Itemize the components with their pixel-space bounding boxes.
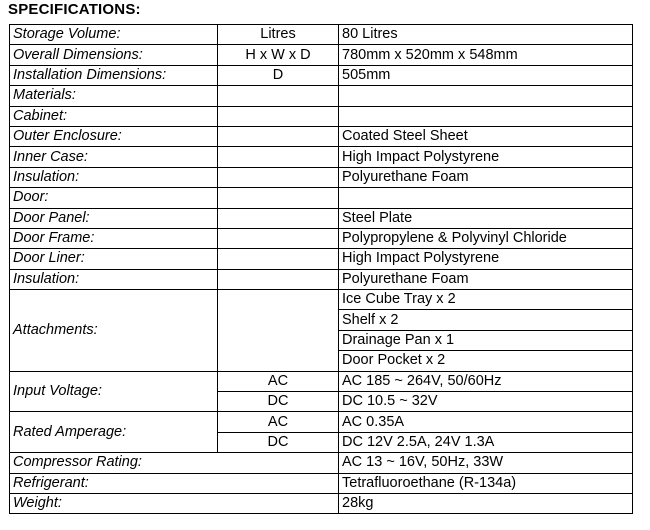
table-row-materials <box>10 86 633 106</box>
door-liner-value: High Impact Polystyrene <box>339 249 633 269</box>
table-row-weight <box>10 493 633 513</box>
outer-enclosure-unit-empty <box>218 126 339 146</box>
door-panel-label: Door Panel: <box>10 208 218 228</box>
storage-volume-value: 80 Litres <box>339 25 633 45</box>
refrigerant-value: Tetrafluoroethane (R-134a) <box>339 473 633 493</box>
table-row-cabinet <box>10 106 633 126</box>
rated-amperage-ac-value: AC 0.35A <box>339 412 633 432</box>
attachments-label: Attachments: <box>10 290 218 372</box>
input-voltage-dc-value: DC 10.5 ~ 32V <box>339 392 633 412</box>
table-row-door <box>10 188 633 208</box>
materials-value-empty <box>339 86 633 106</box>
overall-dimensions-label: Overall Dimensions: <box>10 45 218 65</box>
installation-dimensions-label: Installation Dimensions: <box>10 65 218 85</box>
door-frame-label: Door Frame: <box>10 228 218 248</box>
input-voltage-label: Input Voltage: <box>10 371 218 412</box>
outer-enclosure-label: Outer Enclosure: <box>10 126 218 146</box>
table-row-rated-amperage-ac <box>10 412 633 432</box>
table-row-overall-dimensions <box>10 45 633 65</box>
door-label: Door: <box>10 188 218 208</box>
inner-case-value: High Impact Polystyrene <box>339 147 633 167</box>
installation-dimensions-unit: D <box>218 65 339 85</box>
table-row-refrigerant <box>10 473 633 493</box>
inner-case-unit-empty <box>218 147 339 167</box>
materials-label: Materials: <box>10 86 218 106</box>
specifications-table <box>9 24 633 514</box>
cabinet-unit-empty <box>218 106 339 126</box>
attachment-item: Door Pocket x 2 <box>339 351 633 371</box>
inner-case-label: Inner Case: <box>10 147 218 167</box>
table-row-installation-dimensions <box>10 65 633 85</box>
installation-dimensions-value: 505mm <box>339 65 633 85</box>
compressor-rating-label: Compressor Rating: <box>10 453 339 473</box>
attachment-item: Shelf x 2 <box>339 310 633 330</box>
table-row-door-insulation <box>10 269 633 289</box>
rated-amperage-label: Rated Amperage: <box>10 412 218 453</box>
page-title: SPECIFICATIONS: <box>8 1 141 18</box>
input-voltage-ac-value: AC 185 ~ 264V, 50/60Hz <box>339 371 633 391</box>
weight-label: Weight: <box>10 493 339 513</box>
door-unit-empty <box>218 188 339 208</box>
attachments-unit-empty <box>218 290 339 372</box>
door-panel-unit-empty <box>218 208 339 228</box>
door-liner-unit-empty <box>218 249 339 269</box>
cabinet-value-empty <box>339 106 633 126</box>
table-row-inner-case <box>10 147 633 167</box>
rated-amperage-dc-value: DC 12V 2.5A, 24V 1.3A <box>339 432 633 452</box>
table-row-door-liner <box>10 249 633 269</box>
rated-amperage-dc-unit: DC <box>218 432 339 452</box>
door-insulation-label: Insulation: <box>10 269 218 289</box>
door-insulation-unit-empty <box>218 269 339 289</box>
table-row-door-frame <box>10 228 633 248</box>
table-row-compressor-rating <box>10 453 633 473</box>
materials-unit-empty <box>218 86 339 106</box>
door-frame-value: Polypropylene & Polyvinyl Chloride <box>339 228 633 248</box>
cabinet-insulation-unit-empty <box>218 167 339 187</box>
door-panel-value: Steel Plate <box>339 208 633 228</box>
door-liner-label: Door Liner: <box>10 249 218 269</box>
cabinet-label: Cabinet: <box>10 106 218 126</box>
table-row-door-panel <box>10 208 633 228</box>
table-row-cabinet-insulation <box>10 167 633 187</box>
cabinet-insulation-value: Polyurethane Foam <box>339 167 633 187</box>
table-row-outer-enclosure <box>10 126 633 146</box>
table-row-input-voltage-ac <box>10 371 633 391</box>
door-value-empty <box>339 188 633 208</box>
cabinet-insulation-label: Insulation: <box>10 167 218 187</box>
overall-dimensions-value: 780mm x 520mm x 548mm <box>339 45 633 65</box>
input-voltage-dc-unit: DC <box>218 392 339 412</box>
overall-dimensions-unit: H x W x D <box>218 45 339 65</box>
storage-volume-unit: Litres <box>218 25 339 45</box>
door-frame-unit-empty <box>218 228 339 248</box>
attachment-item: Drainage Pan x 1 <box>339 330 633 350</box>
attachment-item: Ice Cube Tray x 2 <box>339 290 633 310</box>
rated-amperage-ac-unit: AC <box>218 412 339 432</box>
compressor-rating-value: AC 13 ~ 16V, 50Hz, 33W <box>339 453 633 473</box>
refrigerant-label: Refrigerant: <box>10 473 339 493</box>
door-insulation-value: Polyurethane Foam <box>339 269 633 289</box>
table-row-storage-volume <box>10 25 633 45</box>
table-row-attachments <box>10 290 633 310</box>
weight-value: 28kg <box>339 493 633 513</box>
outer-enclosure-value: Coated Steel Sheet <box>339 126 633 146</box>
storage-volume-label: Storage Volume: <box>10 25 218 45</box>
input-voltage-ac-unit: AC <box>218 371 339 391</box>
